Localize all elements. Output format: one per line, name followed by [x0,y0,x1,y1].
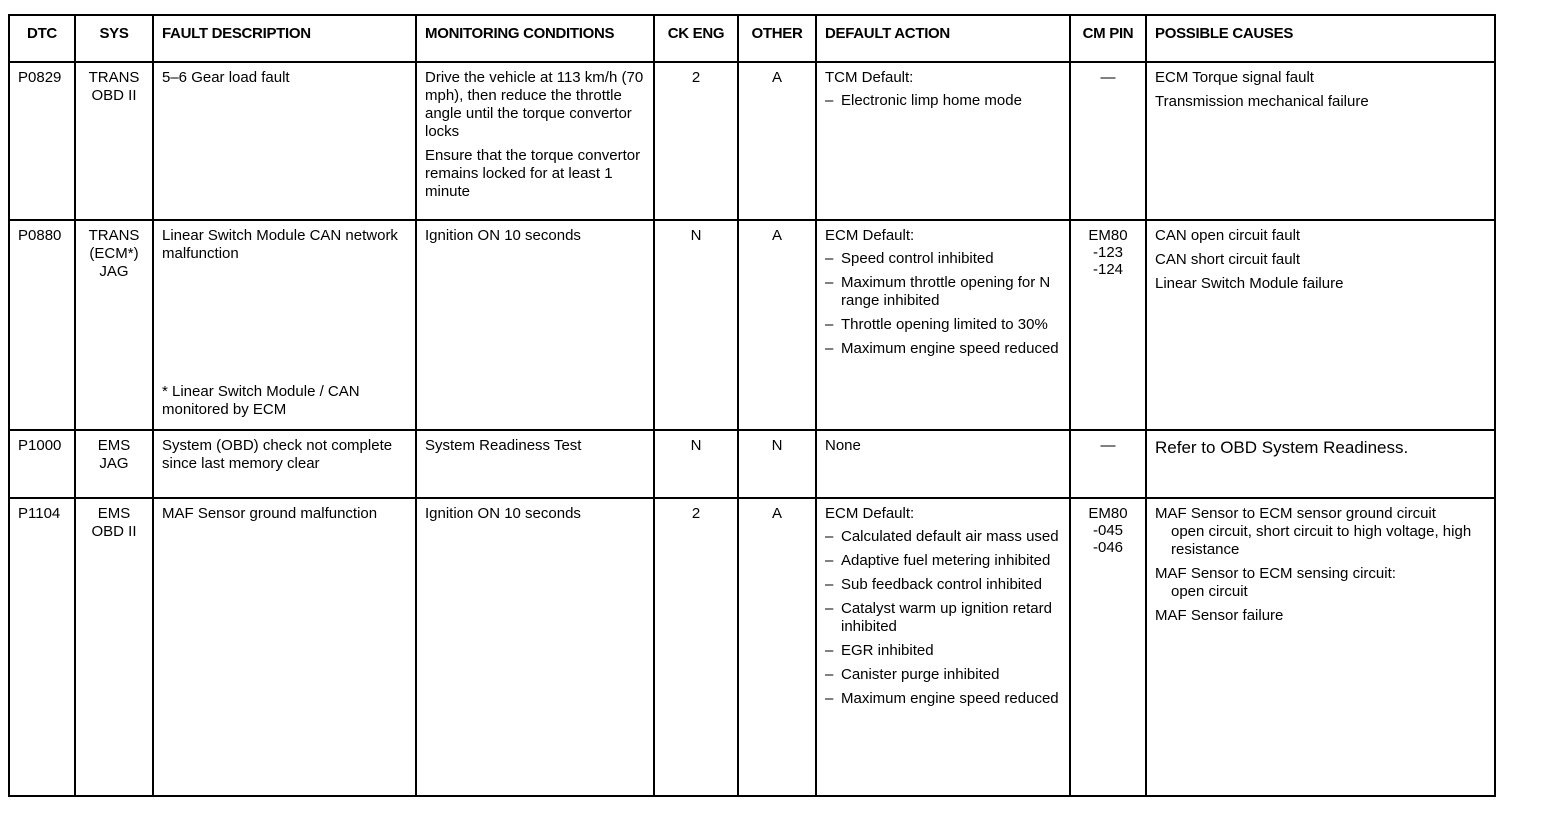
default-action-item: – Throttle opening limited to 30% [825,316,1061,334]
default-action-heading: None [825,437,861,454]
cm-pin-cell [1070,62,1146,220]
default-action-cell [816,220,1070,430]
fault-description: MAF Sensor ground malfunction [162,505,378,522]
other-value: N [738,430,816,498]
header-dtc: DTC [9,15,75,62]
ck-eng-value: 2 [654,498,738,796]
fault-description: System (OBD) check not complete since last memory clear [162,437,393,472]
possible-cause: CAN open circuit fault [1155,227,1301,244]
default-action-heading: TCM Default: [825,69,914,86]
default-action-item: – Canister purge inhibited [825,666,1061,684]
system-line: EMS [97,437,131,454]
cm-pin-value: — [1100,437,1116,454]
fault-description: 5–6 Gear load fault [162,69,290,86]
header-sys: SYS [75,15,153,62]
fault-description-cell [153,430,416,498]
fault-description-cell [153,498,416,796]
dtc-code: P0880 [9,220,75,430]
cm-pin-cell [1070,430,1146,498]
header-monitoring-conditions: MONITORING CONDITIONS [416,15,654,62]
cm-pin-cell [1070,498,1146,796]
system-line: TRANS [88,227,140,244]
cm-pin-value: -123 [1092,244,1124,261]
system-cell [75,220,153,430]
possible-cause: CAN short circuit fault [1155,251,1301,268]
table-row [9,220,1495,430]
possible-cause: Refer to OBD System Readiness. [1155,438,1409,457]
ck-eng-value: N [654,220,738,430]
possible-cause: MAF Sensor failure [1155,607,1284,624]
default-action-cell [816,62,1070,220]
monitoring-conditions-cell [416,498,654,796]
header-possible-causes: POSSIBLE CAUSES [1146,15,1495,62]
default-action-item: – Calculated default air mass used [825,528,1061,546]
monitoring-condition: Drive the vehicle at 113 km/h (70 mph), then reduce the throttle angle until the torque convertor locks [425,69,644,140]
default-action-item: – Maximum throttle opening for N range inhibited [825,274,1061,310]
table-row [9,62,1495,220]
header-default-action: DEFAULT ACTION [816,15,1070,62]
system-line: JAG [99,263,129,280]
default-action-cell [816,430,1070,498]
possible-cause [1155,505,1486,559]
monitoring-condition: Ignition ON 10 seconds [425,505,581,522]
monitoring-condition: Ensure that the torque convertor remains locked for at least 1 minute [425,147,641,200]
header-cm-pin: CM PIN [1070,15,1146,62]
dtc-table [8,14,1496,797]
monitoring-condition: System Readiness Test [425,437,582,454]
ck-eng-value: 2 [654,62,738,220]
monitoring-conditions-cell [416,430,654,498]
default-action-cell [816,498,1070,796]
fault-description-cell [153,220,416,430]
default-action-heading: ECM Default: [825,227,915,244]
possible-causes-cell [1146,430,1495,498]
possible-cause: ECM Torque signal fault [1155,69,1314,86]
possible-cause-text: MAF Sensor to ECM sensor ground circuit [1155,505,1436,522]
table-row [9,430,1495,498]
system-line: EMS [97,505,131,522]
header-ck-eng: CK ENG [654,15,738,62]
cm-pin-cell [1070,220,1146,430]
cm-pin-value: — [1100,69,1116,86]
system-line: JAG [99,455,129,472]
possible-cause: Transmission mechanical failure [1155,93,1369,110]
table-row [9,498,1495,796]
other-value: A [738,220,816,430]
ck-eng-value: N [654,430,738,498]
default-action-item: – Catalyst warm up ignition retard inhibited [825,600,1061,636]
cm-pin-value: -124 [1092,261,1124,278]
default-action-item: – Speed control inhibited [825,250,1061,268]
system-line: (ECM*) [89,245,139,262]
possible-cause-detail: open circuit [1171,583,1248,600]
default-action-item: – EGR inhibited [825,642,1061,660]
possible-causes-cell [1146,498,1495,796]
default-action-item: – Maximum engine speed reduced [825,340,1061,358]
fault-description-cell [153,62,416,220]
default-action-item: – Electronic limp home mode [825,92,1061,110]
default-action-item: – Sub feedback control inhibited [825,576,1061,594]
possible-cause: Linear Switch Module failure [1155,275,1344,292]
fault-footnote: * Linear Switch Module / CAN monitored by ECM [162,383,360,418]
possible-cause-detail: open circuit, short circuit to high voltage, high resistance [1171,523,1472,558]
dtc-code: P0829 [9,62,75,220]
header-other: OTHER [738,15,816,62]
other-value: A [738,62,816,220]
monitoring-conditions-cell [416,62,654,220]
monitoring-conditions-cell [416,220,654,430]
cm-pin-value: EM80 [1088,505,1128,522]
header-fault-description: FAULT DESCRIPTION [153,15,416,62]
possible-causes-cell [1146,62,1495,220]
possible-cause-text: MAF Sensor to ECM sensing circuit: [1155,565,1396,582]
dtc-code: P1104 [9,498,75,796]
system-line: OBD II [91,523,137,540]
possible-causes-cell [1146,220,1495,430]
dtc-code: P1000 [9,430,75,498]
system-cell [75,498,153,796]
system-cell [75,62,153,220]
default-action-item: – Adaptive fuel metering inhibited [825,552,1061,570]
fault-description: Linear Switch Module CAN network malfunction [162,227,398,262]
monitoring-condition: Ignition ON 10 seconds [425,227,581,244]
possible-cause [1155,565,1486,601]
system-line: OBD II [91,87,137,104]
other-value: A [738,498,816,796]
cm-pin-value: -045 [1092,522,1124,539]
header-row [9,15,1495,62]
system-line: TRANS [88,69,140,86]
cm-pin-value: EM80 [1088,227,1128,244]
default-action-item: – Maximum engine speed reduced [825,690,1061,708]
cm-pin-value: -046 [1092,539,1124,556]
default-action-heading: ECM Default: [825,505,915,522]
system-cell [75,430,153,498]
